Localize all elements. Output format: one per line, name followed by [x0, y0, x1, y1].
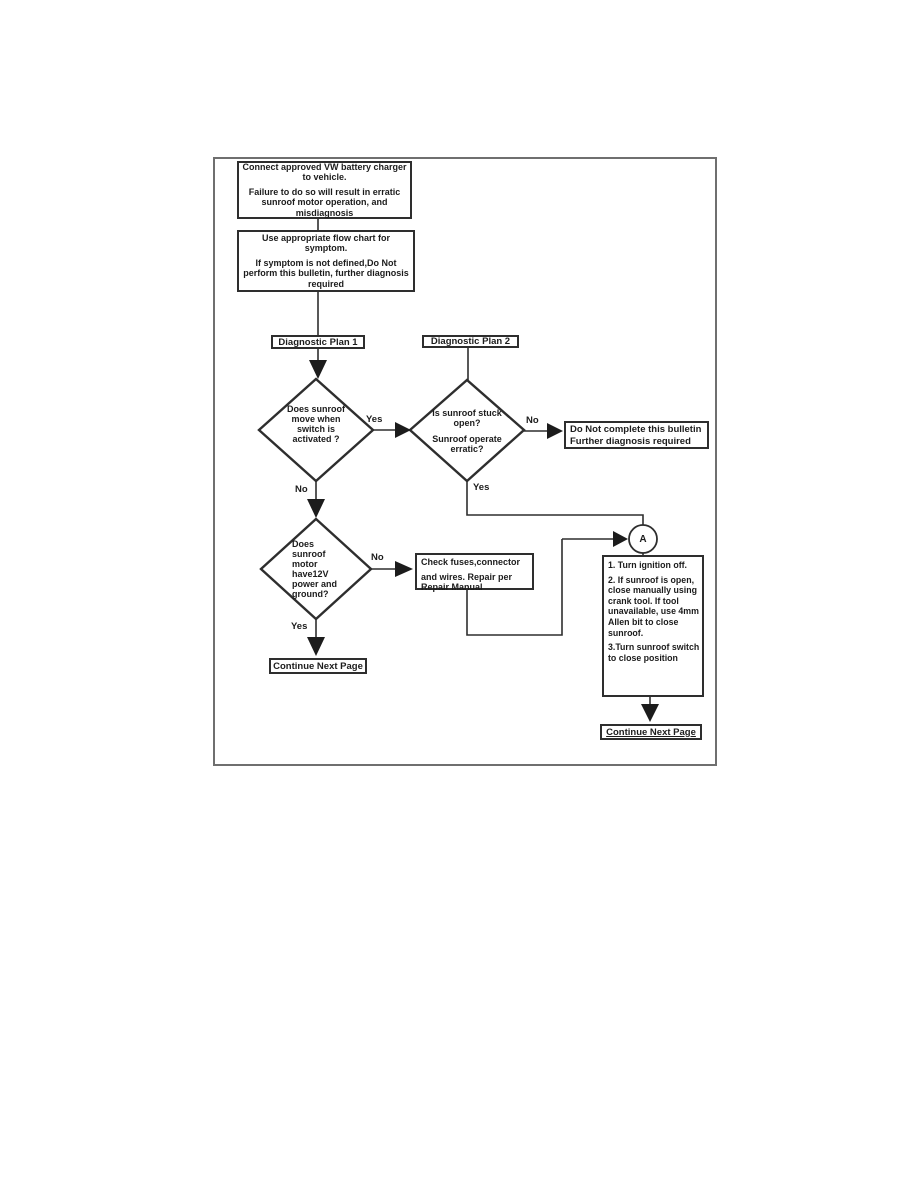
edge-label-no-2: No [526, 415, 539, 426]
continue-next-page-left: Continue Next Page [269, 658, 367, 674]
decision-stuck-open-text-1: Is sunroof stuck open? [432, 408, 502, 428]
steps-box [602, 555, 704, 697]
edge-label-no-1: No [295, 484, 308, 495]
connector-a-label: A [639, 533, 647, 545]
start-box [237, 161, 412, 219]
steps-text-3: 3.Turn sunroof switch to close position [608, 642, 700, 663]
start-box-text-1: Connect approved VW battery charger to vehicle. [242, 161, 407, 183]
edge-label-yes-3: Yes [291, 621, 308, 632]
symptom-box [237, 230, 415, 292]
decision-stuck-open-text [421, 408, 513, 454]
continue-next-page-right: Continue Next Page [600, 724, 702, 740]
edge-label-yes-1: Yes [366, 414, 383, 425]
check-fuses-box [415, 553, 534, 590]
check-fuses-text-1: Check fuses,connector [421, 557, 521, 567]
check-fuses-text-2: and wires. Repair per Repair Manual [421, 571, 513, 592]
plan2-label: Diagnostic Plan 2 [422, 335, 519, 348]
plan1-label: Diagnostic Plan 1 [271, 335, 365, 349]
decision-stuck-open-text-2: Sunroof operate erratic? [432, 434, 502, 454]
do-not-complete-line-1: Do Not complete this bulletin [570, 424, 702, 435]
decision-power-ground-text: Does sunroof motor have12V power and ground? [292, 539, 338, 599]
do-not-complete-box [564, 421, 709, 449]
symptom-box-text-2: If symptom is not defined,Do Not perform this bulletin, further diagnosis required [243, 257, 409, 289]
decision-sunroof-move-text: Does sunroof move when switch is activated ? [287, 404, 346, 444]
edge-label-no-3: No [371, 552, 384, 563]
steps-text-2: 2. If sunroof is open, close manually using crank tool. If tool unavailable, use 4mm Allen bit to close sunroof. [608, 574, 699, 638]
start-box-text-2: Failure to do so will result in erratic sunroof motor operation, and misdiagnosis [248, 186, 401, 218]
do-not-complete-line-2: Further diagnosis required [570, 436, 691, 447]
steps-text-1: 1. Turn ignition off. [608, 560, 687, 570]
symptom-box-text-1: Use appropriate flow chart for symptom. [261, 232, 391, 254]
edge-label-yes-2: Yes [473, 482, 490, 493]
flowchart-frame [213, 157, 717, 766]
